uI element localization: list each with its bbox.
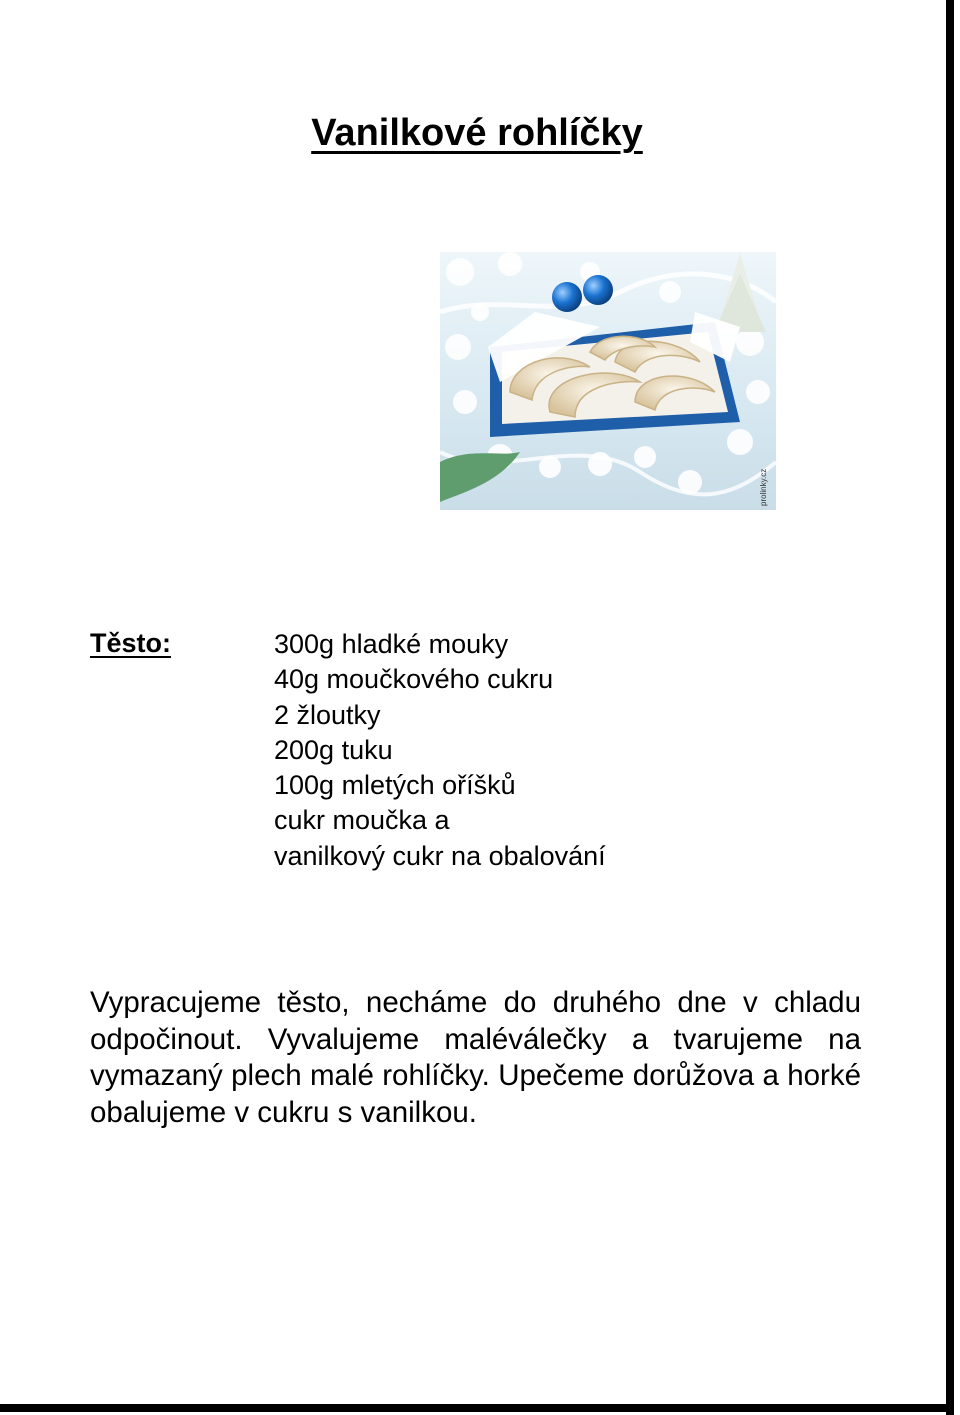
ingredient-item: vanilkový cukr na obalování	[274, 840, 606, 871]
ingredient-item: cukr moučka a	[274, 805, 450, 836]
recipe-title: Vanilkové rohlíčky	[311, 112, 643, 154]
photo-watermark: prolinky.cz	[759, 468, 768, 506]
ingredient-list	[274, 627, 606, 874]
method-paragraph: Vypracujeme těsto, necháme do druhého dne v chladu odpočinout. Vyvalujeme maléválečky a tvarujeme na vymazaný plech malé rohlíčky. Upečeme dorůžova a horké obalujeme v cukru s vanilkou.	[90, 986, 861, 1129]
page-border-bottom	[0, 1404, 954, 1412]
ingredient-item: 300g hladké mouky	[274, 629, 509, 659]
ingredient-item: 2 žloutky	[274, 699, 381, 730]
recipe-photo	[440, 252, 776, 510]
ingredient-item: 200g tuku	[274, 734, 393, 765]
ingredient-item: 100g mletých oříšků	[274, 770, 516, 801]
page-border-right	[946, 0, 954, 1415]
ingredient-item: 40g moučkového cukru	[274, 664, 554, 695]
dough-label: Těsto:	[90, 628, 171, 658]
